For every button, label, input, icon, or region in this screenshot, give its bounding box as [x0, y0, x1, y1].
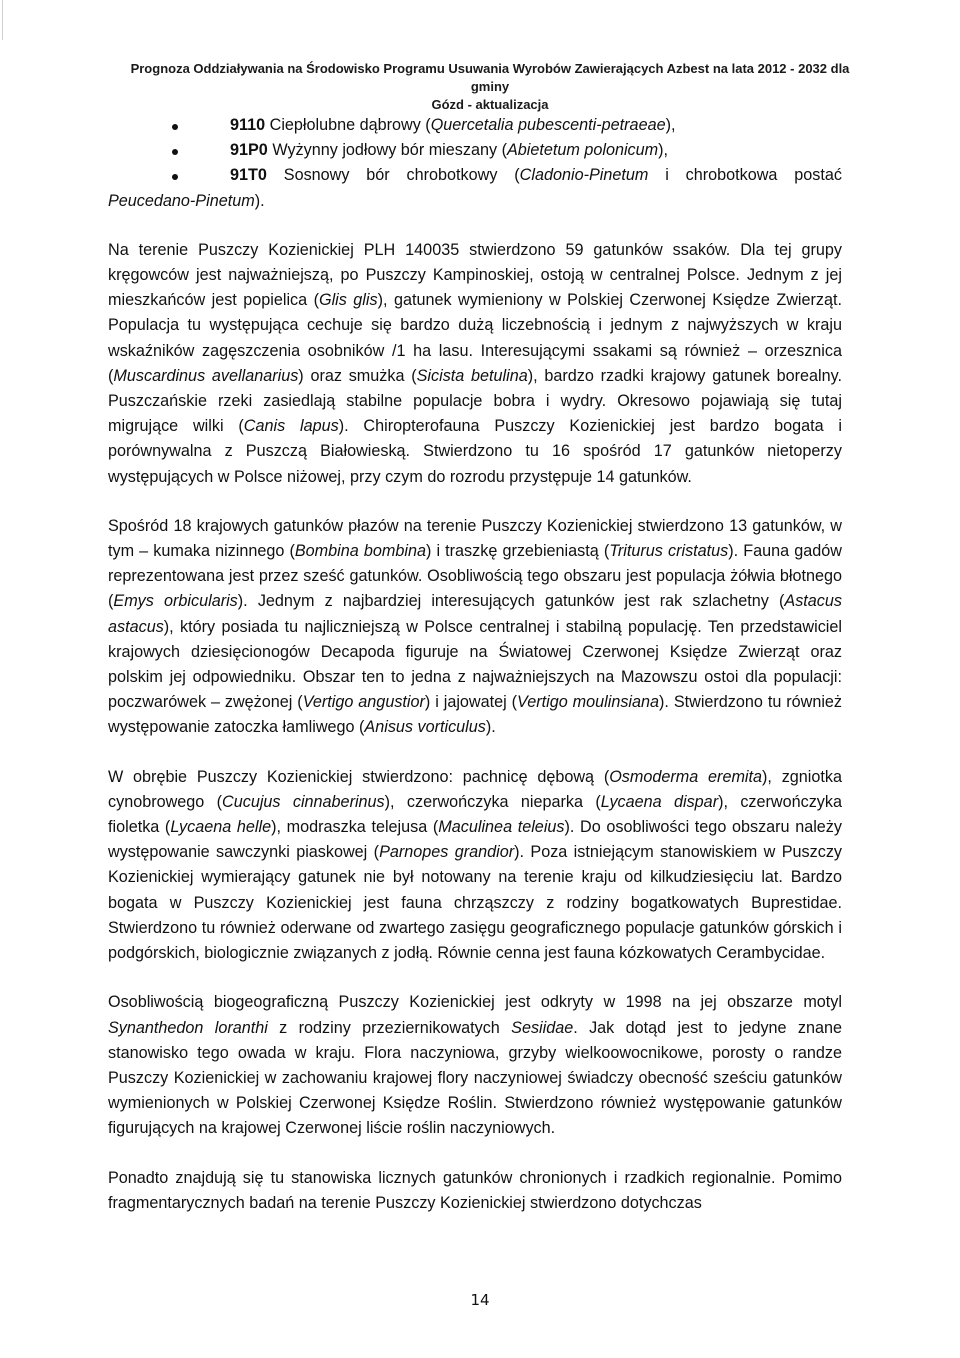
habitat-name: Ciepłolubne dąbrowy (: [269, 116, 431, 134]
habitat-latin: Abietetum polonicum: [506, 141, 659, 160]
bullet-icon: [172, 174, 178, 180]
habitat-name: Wyżynny jodłowy bór mieszany (: [272, 141, 507, 160]
habitat-code: 9110: [230, 116, 266, 134]
document-body: [108, 113, 842, 1240]
habitat-code: 91T0: [230, 166, 267, 185]
habitat-latin: Cladonio-Pinetum: [519, 166, 649, 185]
habitat-name: Sosnowy bór chrobotkowy (: [283, 166, 520, 185]
page-header: [110, 60, 870, 114]
habitat-code: 91P0: [230, 141, 268, 160]
paragraph-mammals: Na terenie Puszczy Kozienickiej PLH 140035 stwierdzono 59 gatunków ssaków. Dla tej grupy kręgowców jest najważniejszą, po Puszczy Kampinoskiej, ostoją w centralnej Polsce. Jednym z jej mieszkańców jest popielica (Glis glis), gatunek wymieniony w Polskiej Czerwonej Księdze Zwierząt. Populacja tu występująca cechuje się bardzo dużą liczebnością i jednym z najwyższych w kraju wskaźników zagęszczenia osobników /1 ha lasu. Interesującymi ssakami są również – orzesznica (Muscardinus avellanarius) oraz smużka (Sicista betulina), bardzo rzadki krajowy gatunek borealny. Puszczańskie rzeki zasiedlają stabilne populacje bobra i wydry. Okresowo pojawiają się tutaj migrujące wilki (Canis lapus). Chiropterofauna Puszczy Kozienickiej jest bardzo bogata i porównywalna z Puszczą Białowieską. Stwierdzono tu 16 spośród 17 gatunków nietoperzy występujących w Polsce niżowej, przy czym do rozrodu przystępuje 14 gatunków.: [108, 240, 842, 486]
paragraph-amphibians: Spośród 18 krajowych gatunków płazów na terenie Puszczy Kozienickiej stwierdzono 13 gatunków, w tym – kumaka nizinnego (Bombina bombina) i traszkę grzebieniastą (Triturus cristatus). Fauna gadów reprezentowana jest przez sześć gatunków. Osobliwością tego obszaru jest populacja żółwia błotnego (Emys orbicularis). Jednym z najbardziej interesujących gatunków jest rak szlachetny (Astacus astacus), który posiada tu najliczniejszą w Polsce centralnej i stabilną populację. Ten przedstawiciel krajowych dziesięcionogów Decapoda figuruje na Światowej Czerwonej Księdze Zwierząt oraz polskim jej odpowiedniku. Obszar ten to jedna z najważniejszych na Mazowszu ostoi dla populacji: poczwarówek – zwężonej (Vertigo angustior) i jajowatej (Vertigo moulinsiana). Stwierdzono tu również występowanie zatoczka łamliwego (Anisus vorticulus).: [108, 516, 843, 737]
habitat-latin-2: Peucedano-Pinetum: [108, 191, 255, 210]
paragraph-biogeography: Osobliwością biogeograficzną Puszczy Kozienickiej jest odkryty w 1998 na jej obszarze motyl Synanthedon loranthi z rodziny przeziernikowatych Sesiidae. Jak dotąd jest to jedyne znane stanowisko tego owada w kraju. Flora naczyniowa, grzyby wielkoowocnikowe, porosty o randze Puszczy Kozienickiej w zachowaniu krajowej flory naczyniowej świadczy obecność sześciu gatunków wymienionych w Polskiej Czerwonej Księdze Roślin. Stwierdzono również występowanie gatunków figurujących na krajowej Czerwonej liście roślin naczyniowych.: [108, 993, 842, 1138]
scan-edge-line: [2, 0, 3, 40]
header-title: Prognoza Oddziaływania na Środowisko Programu Usuwania Wyrobów Zawierających Azbest na lata 2012 - 2032 dla gminy: [130, 61, 850, 94]
habitat-item: 91P0 Wyżynny jodłowy bór mieszany (Abietetum polonicum),: [108, 138, 842, 163]
paragraph-protected-sites: Ponadto znajdują się tu stanowiska licznych gatunków chronionych i rzadkich regionalnie. Pomimo fragmentarycznych badań na terenie Puszczy Kozienickiej stwierdzono dotychczas: [108, 1168, 842, 1212]
bullet-icon: [172, 149, 178, 155]
bullet-icon: [172, 124, 178, 130]
habitat-list: [108, 113, 842, 214]
header-subtitle: Gózd - aktualizacja: [431, 97, 549, 112]
habitat-item: 91T0 Sosnowy bór chrobotkowy (Cladonio-Pinetum i chrobotkowa postać Peucedano-Pinetum).: [108, 166, 842, 210]
page-number: 14: [470, 1291, 490, 1309]
paragraph-insects: W obrębie Puszczy Kozienickiej stwierdzono: pachnicę dębową (Osmoderma eremita), zgniotka cynobrowego (Cucujus cinnaberinus), czerwończyka nieparka (Lycaena dispar), czerwończyka fioletka (Lycaena helle), modraszka telejusa (Maculinea teleius). Do osobliwości tego obszaru należy występowanie sawczynki piaskowej (Parnopes grandior). Poza istniejącym stanowiskiem w Puszczy Kozienickiej wymierający gatunek nie był notowany na terenie kraju od kilkudziesięciu lat. Bardzo bogata w Puszczy Kozienickiej jest fauna chrząszczy z rodziny bogatkowatych Buprestidae. Stwierdzono tu również oderwane od zwartego zasięgu geograficznego populacje gatunków górskich i podgórskich, biologicznie związanych z jodłą. Równie cenna jest fauna kózkowatych Cerambycidae.: [108, 767, 843, 963]
habitat-latin: Quercetalia pubescenti-petraeae: [430, 116, 666, 134]
habitat-item: 9110 Ciepłolubne dąbrowy (Quercetalia pubescenti-petraeae),: [108, 113, 842, 138]
